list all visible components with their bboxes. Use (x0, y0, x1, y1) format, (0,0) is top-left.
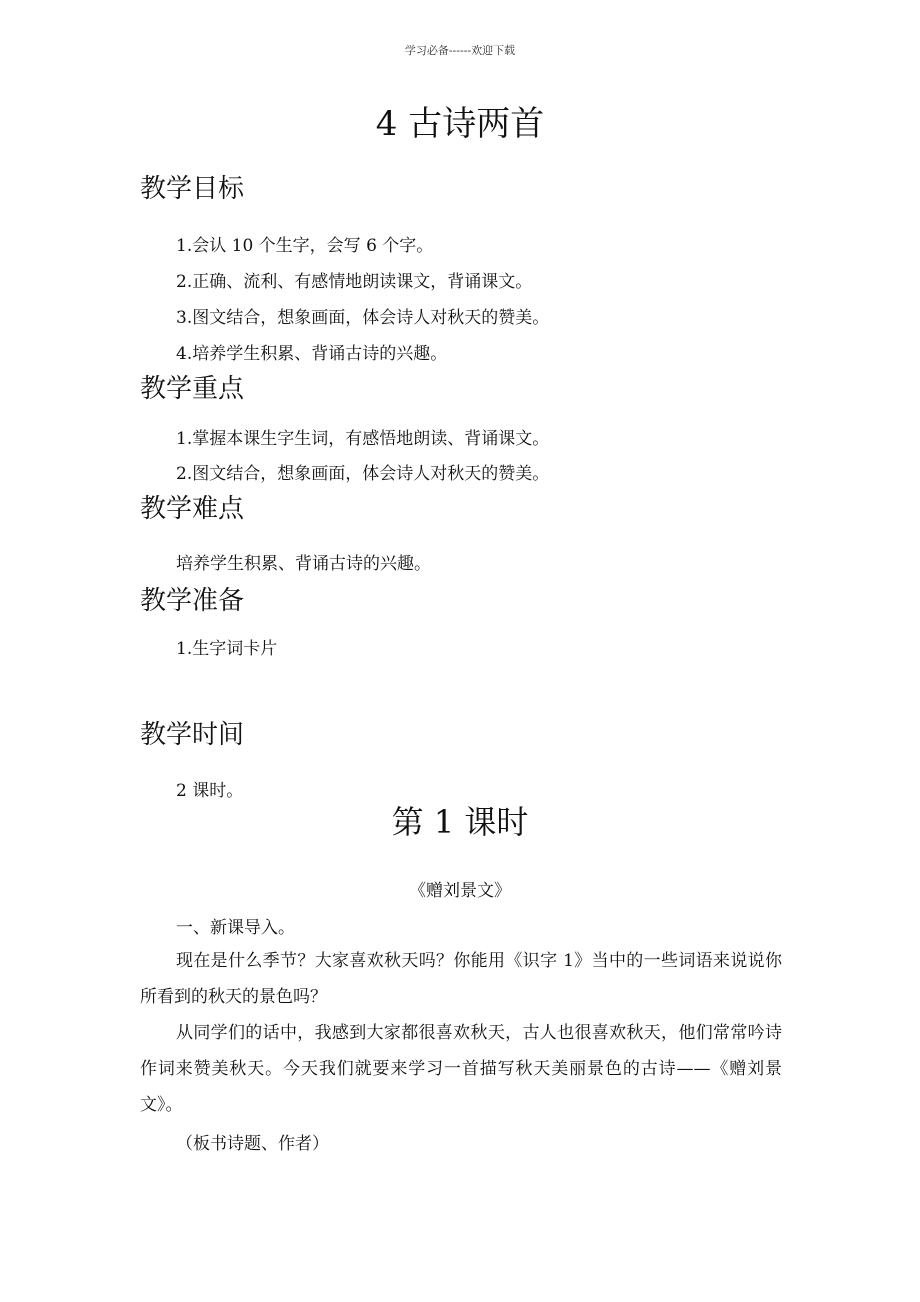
blackboard-note: （板书诗题、作者） (176, 1134, 329, 1154)
objectives-heading: 教学目标 (140, 174, 245, 204)
objective-item-4: 4.培养学生积累、背诵古诗的兴趣。 (176, 344, 448, 364)
difficulty-item-1: 培养学生积累、背诵古诗的兴趣。 (176, 554, 431, 574)
intro-paragraph-1: 现在是什么季节？大家喜欢秋天吗？你能用《识字 1》当中的一些词语来说说你所看到的秋天的景色吗？ (140, 951, 782, 1007)
key-points-heading: 教学重点 (140, 374, 245, 404)
document-title: 4 古诗两首 (375, 104, 545, 144)
page-header: 学习必备------欢迎下载 (404, 44, 516, 57)
time-item-1: 2 课时。 (176, 781, 244, 801)
key-point-item-1: 1.掌握本课生字生词，有感悟地朗读、背诵课文。 (176, 429, 550, 449)
time-heading: 教学时间 (140, 720, 245, 750)
lesson-heading: 第 1 课时 (391, 803, 529, 841)
key-point-item-2: 2.图文结合，想象画面，体会诗人对秋天的赞美。 (176, 464, 550, 484)
preparation-heading: 教学准备 (140, 586, 245, 616)
step-new-lesson-intro: 一、新课导入。 (176, 918, 295, 938)
intro-paragraph-2: 从同学们的话中，我感到大家都很喜欢秋天，古人也很喜欢秋天，他们常常吟诗作词来赞美秋天。今天我们就要来学习一首描写秋天美丽景色的古诗——《赠刘景文》。 (140, 1023, 782, 1115)
objective-item-3: 3.图文结合，想象画面，体会诗人对秋天的赞美。 (176, 308, 550, 328)
objective-item-2: 2.正确、流利、有感情地朗读课文，背诵课文。 (176, 272, 533, 292)
poem-title: 《赠刘景文》 (409, 881, 511, 901)
objective-item-1: 1.会认 10 个生字，会写 6 个字。 (176, 236, 434, 256)
preparation-item-1: 1.生字词卡片 (176, 639, 278, 659)
difficulties-heading: 教学难点 (140, 494, 245, 524)
